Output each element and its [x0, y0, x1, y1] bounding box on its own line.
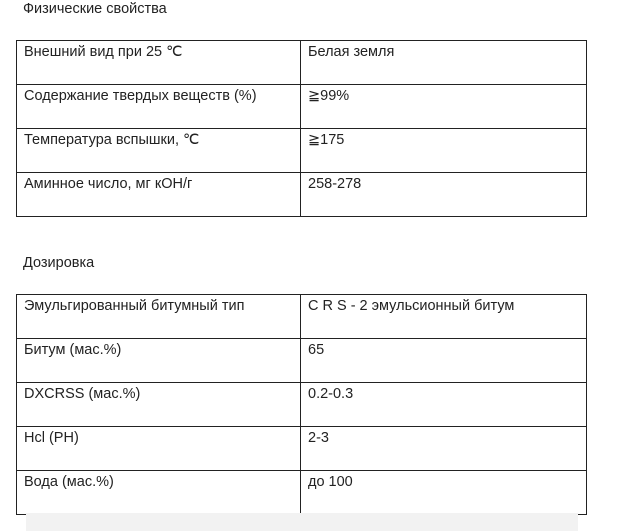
value-cell: 0.2-0.3 — [301, 383, 587, 427]
property-cell: DXCRSS (мас.%) — [17, 383, 301, 427]
table-row — [17, 339, 587, 383]
value-cell: ≧175 — [301, 129, 587, 173]
value-cell: до 100 — [301, 471, 587, 515]
physical-properties-table — [16, 40, 587, 217]
physical-properties-title: Физические свойства — [23, 1, 167, 17]
value-cell: 2-3 — [301, 427, 587, 471]
property-cell: Температура вспышки, ℃ — [17, 129, 301, 173]
table-row — [17, 85, 587, 129]
value-cell: ≧99% — [301, 85, 587, 129]
dosage-title: Дозировка — [23, 255, 95, 271]
table-row — [17, 173, 587, 217]
table-row — [17, 383, 587, 427]
dosage-table — [16, 294, 587, 515]
table-row — [17, 41, 587, 85]
property-cell: Битум (мас.%) — [17, 339, 301, 383]
value-cell: Белая земля — [301, 41, 587, 85]
table-row — [17, 471, 587, 515]
table-row — [17, 129, 587, 173]
property-cell: Вода (мас.%) — [17, 471, 301, 515]
property-cell: Аминное число, мг кОН/г — [17, 173, 301, 217]
value-cell: C R S - 2 эмульсионный битум — [301, 295, 587, 339]
table-row — [17, 295, 587, 339]
property-cell: Hcl (PH) — [17, 427, 301, 471]
property-cell: Эмульгированный битумный тип — [17, 295, 301, 339]
property-cell: Внешний вид при 25 ℃ — [17, 41, 301, 85]
table-row — [17, 427, 587, 471]
value-cell: 258-278 — [301, 173, 587, 217]
value-cell: 65 — [301, 339, 587, 383]
bottom-panel — [26, 513, 578, 531]
property-cell: Содержание твердых веществ (%) — [17, 85, 301, 129]
